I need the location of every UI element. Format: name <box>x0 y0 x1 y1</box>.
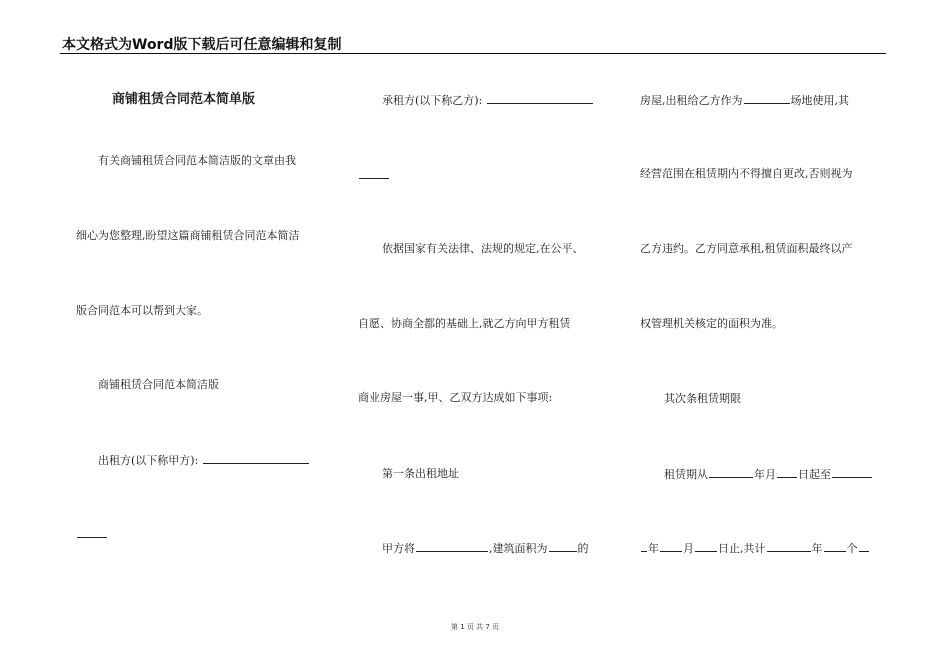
term-line-1 <box>664 467 873 482</box>
article-1-line <box>382 541 589 556</box>
intro-line-1: 有关商铺租赁合同范本简洁版的文章由我 <box>98 154 296 167</box>
trailing-blank <box>859 541 869 552</box>
basis-line-3: 商业房屋一事,甲、乙双方达成如下事项: <box>358 391 553 404</box>
lessor-line <box>98 453 310 468</box>
col3-line-1-a: 房屋,出租给乙方作为 <box>640 94 743 107</box>
term-line-1-a: 租赁期从 <box>664 468 708 481</box>
term-line-2 <box>640 541 870 556</box>
lessee-blank <box>487 93 593 104</box>
article-1-title: 第一条出租地址 <box>382 467 459 480</box>
lessor-label: 出租方(以下称甲方): <box>98 454 199 467</box>
total-years-blank <box>767 541 811 552</box>
article-1-text-c: 的 <box>577 542 589 555</box>
contract-subtitle: 商铺租赁合同范本简洁版 <box>98 378 219 391</box>
address-blank <box>416 541 488 552</box>
term-line-2-c: 日止,共计 <box>718 542 766 555</box>
end-day-blank <box>695 541 717 552</box>
col3-line-4: 权管理机关核定的面积为准。 <box>640 317 783 330</box>
end-month-blank <box>660 541 682 552</box>
col3-line-1 <box>640 93 849 108</box>
header-divider <box>60 53 886 54</box>
basis-line-1: 依据国家有关法律、法规的规定,在公平、 <box>382 242 584 255</box>
start-day-blank <box>777 467 797 478</box>
article-1-text-a: 甲方将 <box>382 542 415 555</box>
col3-line-1-b: 场地使用,其 <box>790 94 849 107</box>
total-months-blank <box>824 541 846 552</box>
document-title: 商铺租赁合同范本简单版 <box>112 92 256 107</box>
term-line-2-e: 个 <box>846 542 858 555</box>
term-line-2-d: 年 <box>811 542 823 555</box>
term-line-1-b: 年月 <box>754 468 776 481</box>
term-line-2-a: 年 <box>648 542 659 555</box>
document-header: 本文格式为Word版下载后可任意编辑和复制 <box>62 37 342 53</box>
intro-line-3: 版合同范本可以帮到大家。 <box>76 304 208 317</box>
col3-line-2: 经营范围在租赁期内不得擅自更改,否则视为 <box>640 167 853 180</box>
article-1-text-b: ,建筑面积为 <box>489 542 548 555</box>
col3-line-3: 乙方违约。乙方同意承租,租赁面积最终以产 <box>640 242 853 255</box>
page-number: 第 1 页 共 7 页 <box>450 623 500 631</box>
start-year-blank <box>709 467 753 478</box>
end-year-blank <box>832 467 872 478</box>
area-blank <box>549 541 577 552</box>
lessee-label: 承租方(以下称乙方): <box>382 94 483 107</box>
term-line-2-b: 月 <box>683 542 694 555</box>
end-year-blank-cont <box>641 541 647 552</box>
usage-blank <box>744 93 790 104</box>
lessee-blank-cont <box>359 168 389 179</box>
basis-line-2: 自愿、协商全都的基础上,就乙方向甲方租赁 <box>358 317 571 330</box>
intro-line-2: 细心为您整理,盼望这篇商铺租赁合同范本简洁 <box>76 229 300 242</box>
article-2-title: 其次条租赁期限 <box>664 392 741 405</box>
term-line-1-c: 日起至 <box>798 468 831 481</box>
lessor-blank-cont <box>77 527 107 538</box>
lessor-blank <box>203 453 309 464</box>
lessee-line <box>382 93 594 108</box>
